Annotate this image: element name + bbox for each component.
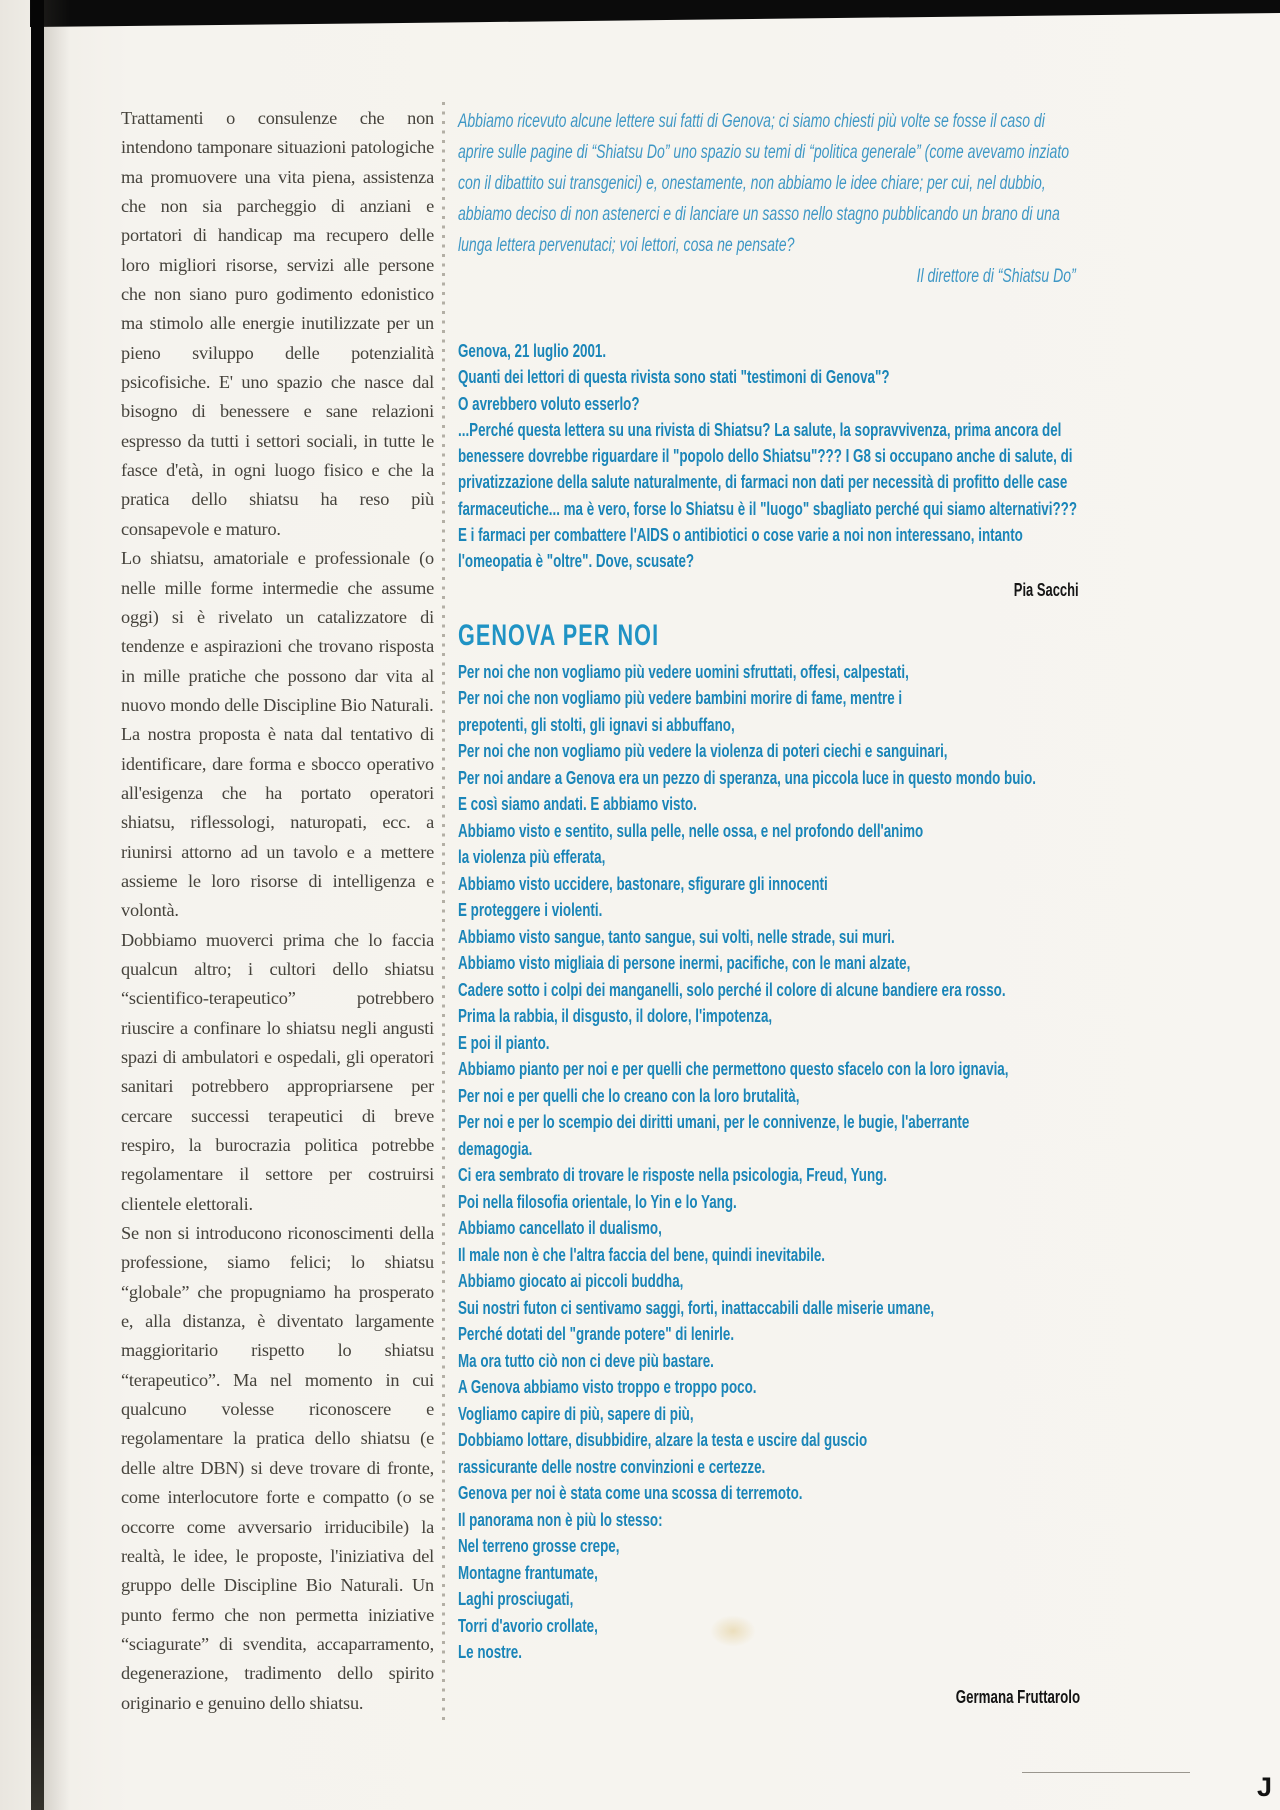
poem-line: Abbiamo visto e sentito, sulla pelle, nelle ossa, e nel profondo dell'animo <box>458 819 924 841</box>
poem-line: A Genova abbiamo visto troppo e troppo poco. <box>458 1376 757 1398</box>
editor-note-text: Abbiamo ricevuto alcune lettere sui fatti di Genova; ci siamo chiesti più volte se fosse il caso di aprire sulle pagine di “Shiatsu Do” uno spazio su temi di “politica generale” (come avevamo inziato con il dibattito sui transgenici) e, onestamente, non abbiamo le idee chiare; per cui, nel dubbio, abbiamo deciso di non astenerci e di lanciare un sasso nello stagno pubblicando un brano di una lunga lettera pervenutaci; voi lettori, cosa ne pensate? <box>458 110 1070 256</box>
scan-edge-top <box>30 0 1280 27</box>
poem-line: demagogia. <box>458 1137 533 1159</box>
poem-line: Dobbiamo lottare, disubbidire, alzare la testa e uscire dal guscio <box>458 1429 868 1451</box>
left-paragraph: Se non si introducono riconoscimenti della professione, siamo felici; lo shiatsu “globale” che propugniamo ha prosperato e, alla distanza, è diventato largamente maggioritario rispetto lo shiatsu “terapeutico”. Ma nel momento in cui qualcuno volesse riconoscere e regolamentare la pratica dello shiatsu (e delle altre DBN) si deve trovare di fronte, come interlocutore forte e compatto (o se occorre come avversario irriducibile) la realtà, le idee, le proposte, l'iniziativa del gruppo delle Discipline Bio Naturali. Un punto fermo che non permetta iniziative “sciagurate” di svendita, accaparramento, degenerazione, tradimento dello spirito originario e genuino dello shiatsu. <box>121 1223 434 1713</box>
poem-line: Per noi e per quelli che lo creano con la loro brutalità, <box>458 1084 800 1106</box>
letter-body: ...Perché questa lettera su una rivista di Shiatsu? La salute, la sopravvivenza, prima ancora del benessere dovrebbe riguardare il "popolo dello Shiatsu"??? I G8 si occupano anche di salute, di privatizzazione della salute naturalmente, di farmaci non dati per necessità di profitto delle case farmaceutiche... ma è vero, forse lo Shiatsu è il "luogo" sbagliato perché qui siamo alternativi??? E i farmaci per combattere l'AIDS o antibiotici o cose varie a noi non interessano, intanto l'omeopatia è "oltre". Dove, scusate? <box>458 418 1078 572</box>
poem-line: E così siamo andati. E abbiamo visto. <box>458 793 697 815</box>
poem-line: Per noi andare a Genova era un pezzo di speranza, una piccola luce in questo mondo buio. <box>458 766 1037 788</box>
page-gutter-shadow <box>44 0 70 1810</box>
poem-line: Sui nostri futon ci sentivamo saggi, forti, inattaccabili dalle miserie umane, <box>458 1296 935 1318</box>
left-paragraph: La nostra proposta è nata dal tentativo di identificare, dare forma e sbocco operativo all'esigenza che ha portato operatori shiatsu, riflessologi, naturopati, ecc. a riunirsi attorno ad un tavolo e a mettere assieme le loro risorse di intelligenza e volontà. <box>121 724 434 921</box>
poem-line: Abbiamo visto migliaia di persone inermi, pacifiche, con le mani alzate, <box>458 952 911 974</box>
paper-stain <box>710 1615 756 1647</box>
poem-line: E poi il pianto. <box>458 1031 550 1053</box>
poem-line: Il male non è che l'altra faccia del bene, quindi inevitabile. <box>458 1243 825 1265</box>
poem-line: prepotenti, gli stolti, gli ignavi si abbuffano, <box>458 713 735 735</box>
poem-line: Cadere sotto i colpi dei manganelli, solo perché il colore di alcune bandiere era rosso. <box>458 978 1006 1000</box>
poem-line: Poi nella filosofia orientale, lo Yin e lo Yang. <box>458 1190 737 1212</box>
poem-line: Per noi che non vogliamo più vedere uomini sfruttati, offesi, calpestati, <box>458 660 909 682</box>
poem-line: Nel terreno grosse crepe, <box>458 1535 620 1557</box>
poem-line: la violenza più efferata, <box>458 846 606 868</box>
poem-line: Abbiamo visto sangue, tanto sangue, sui volti, nelle strade, sui muri. <box>458 925 895 947</box>
poem-signature: Germana Fruttarolo <box>955 1685 1081 1707</box>
poem-line: Per noi e per lo scempio dei diritti umani, per le connivenze, le bugie, l'aberrante <box>458 1111 970 1133</box>
left-paragraph: Lo shiatsu, amatoriale e professionale (o nelle mille forme intermedie che assume oggi) si è rivelato un catalizzatore di tendenze e aspirazioni che trovano risposta in mille pratiche che possono dar vita al nuovo mondo delle Discipline Bio Naturali. <box>121 548 434 715</box>
poem-line: Per noi che non vogliamo più vedere la violenza di poteri ciechi e sanguinari, <box>458 740 948 762</box>
poem-line: Abbiamo cancellato il dualismo, <box>458 1217 662 1239</box>
left-column <box>121 104 434 1718</box>
poem-line: Per noi che non vogliamo più vedere bambini morire di fame, mentre i <box>458 687 903 709</box>
poem-line: rassicurante delle nostre convinzioni e certezze. <box>458 1455 766 1477</box>
poem-line: Ci era sembrato di trovare le risposte nella psicologia, Freud, Yung. <box>458 1164 888 1186</box>
poem-line: Vogliamo capire di più, sapere di più, <box>458 1402 694 1424</box>
right-column <box>458 106 1083 1710</box>
page-corner-mark: J <box>1257 1772 1273 1802</box>
poem-line: Prima la rabbia, il disgusto, il dolore, l'impotenza, <box>458 1005 773 1027</box>
poem-body <box>458 659 1083 1666</box>
poem-line: E proteggere i violenti. <box>458 899 603 921</box>
poem-line: Le nostre. <box>458 1641 522 1663</box>
poem-line: Il panorama non è più lo stesso: <box>458 1508 663 1530</box>
poem-title: GENOVA PER NOI <box>458 618 660 652</box>
scan-edge-left <box>31 0 44 1810</box>
poem-line: Abbiamo pianto per noi e per quelli che permettono questo sfacelo con la loro ignavia, <box>458 1058 1009 1080</box>
editor-note-signature: Il direttore di “Shiatsu Do” <box>916 265 1076 287</box>
letter-signature: Pia Sacchi <box>1013 579 1079 600</box>
column-divider-dotted <box>442 102 445 1726</box>
poem-line: Ma ora tutto ciò non ci deve più bastare. <box>458 1349 714 1371</box>
poem-line: Laghi prosciugati, <box>458 1588 574 1610</box>
letter-question-line: O avrebbero voluto esserlo? <box>458 392 640 414</box>
letter-question-line: Quanti dei lettori di questa rivista sono stati "testimoni di Genova"? <box>458 366 890 388</box>
left-paragraph: Dobbiamo muoverci prima che lo faccia qualcun altro; i cultori dello shiatsu “scientifico-terapeutico” potrebbero riuscire a confinare lo shiatsu negli angusti spazi di ambulatori e ospedali, gli operatori sanitari potrebbero appropriarsene per cercare successi terapeutici di breve respiro, la burocrazia politica potrebbe regolamentare il settore per costruirsi clientele elettorali. <box>121 929 434 1214</box>
footer-rule <box>1022 1772 1190 1773</box>
poem-line: Abbiamo giocato ai piccoli buddha, <box>458 1270 684 1292</box>
poem-line: Perché dotati del "grande potere" di lenirle. <box>458 1323 735 1345</box>
poem-line: Torri d'avorio crollate, <box>458 1614 598 1636</box>
left-paragraph: Trattamenti o consulenze che non intendono tamponare situazioni patologiche ma promuovere una vita piena, assistenza che non sia parcheggio di anziani e portatori di handicap ma recupero delle loro migliori risorse, servizi alle persone che non siano puro godimento edonistico ma stimolo alle energie inutilizzate per un pieno sviluppo delle potenzialità psicofisiche. E' uno spazio che nasce dal bisogno di benessere e sane relazioni espresso da tutti i settori sociali, in tutte le fasce d'età, in ogni luogo fisico e che la pratica dello shiatsu ha reso più consapevole e maturo. <box>121 108 434 539</box>
poem-line: Genova per noi è stata come una scossa di terremoto. <box>458 1482 803 1504</box>
poem-line: Abbiamo visto uccidere, bastonare, sfigurare gli innocenti <box>458 872 828 894</box>
letter-dateline: Genova, 21 luglio 2001. <box>458 340 607 361</box>
poem-line: Montagne frantumate, <box>458 1561 598 1583</box>
